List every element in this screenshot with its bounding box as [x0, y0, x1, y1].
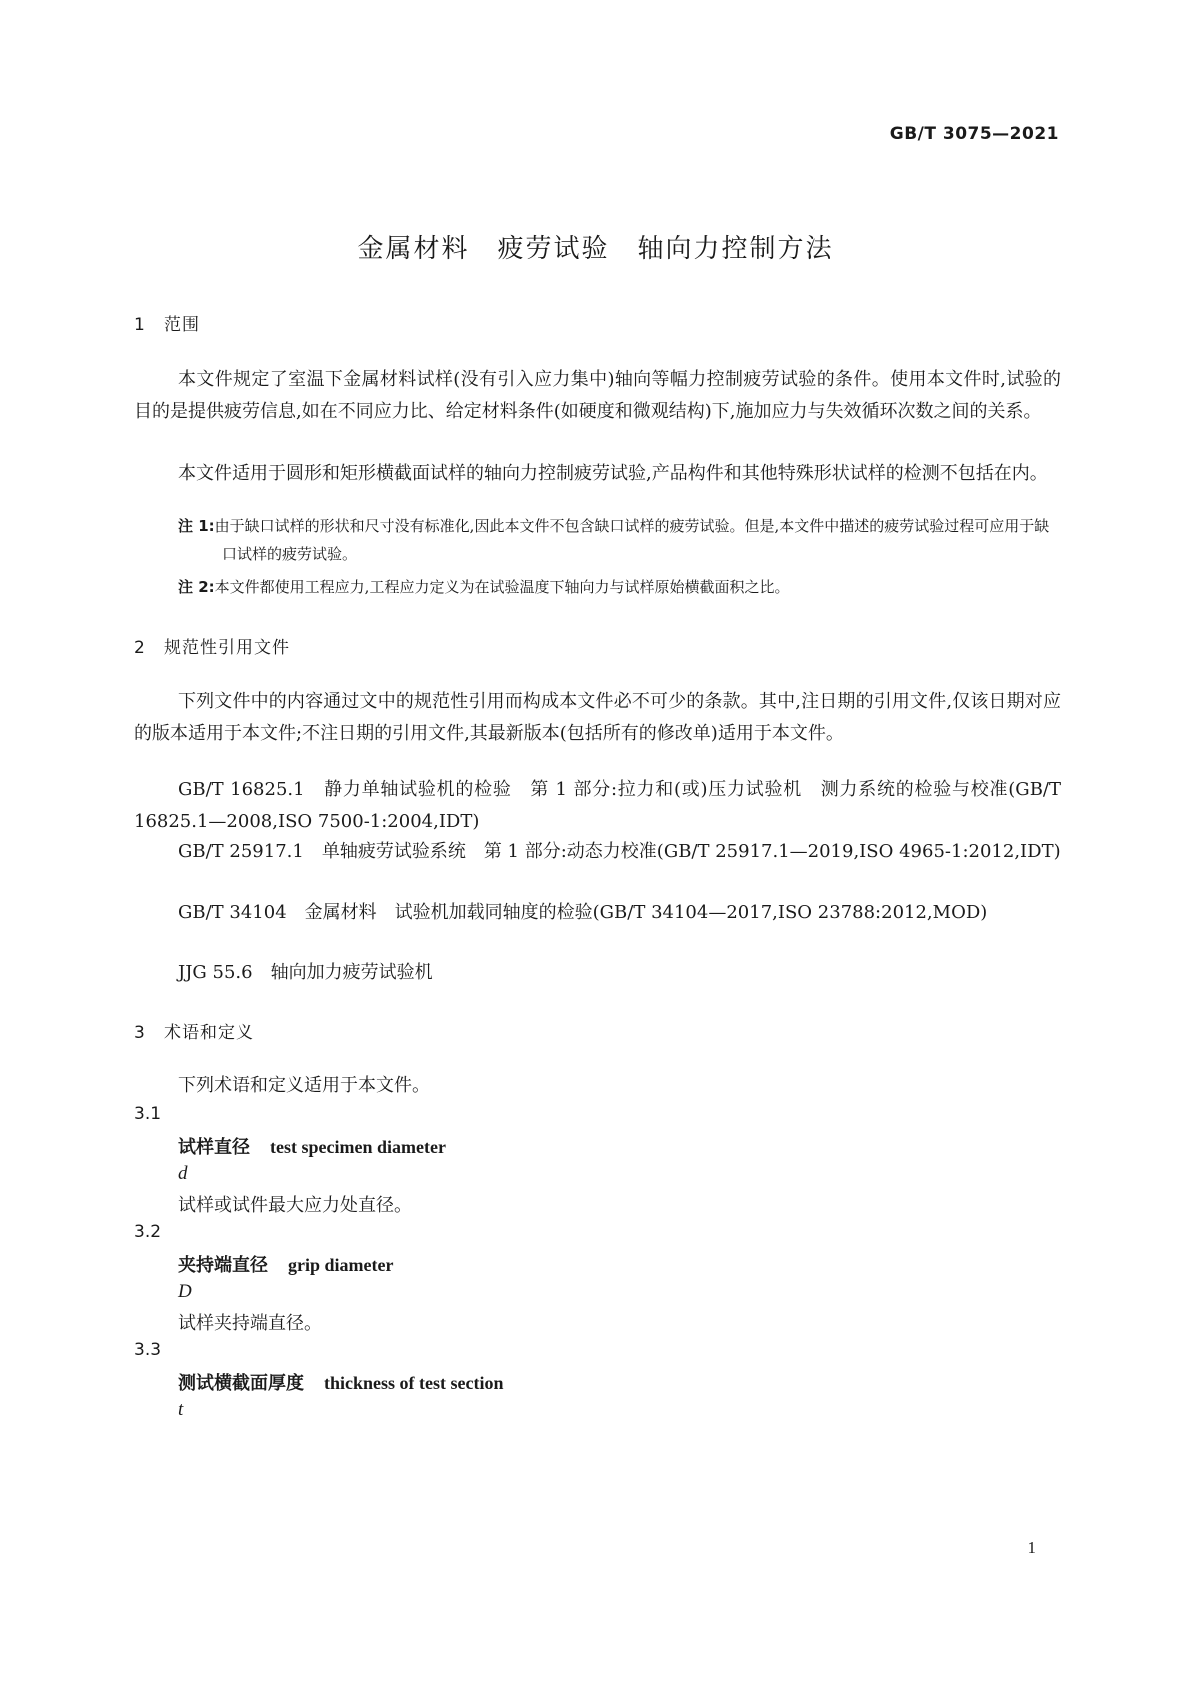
section-1-heading [134, 310, 200, 335]
term-title [178, 1133, 446, 1159]
section-2-paragraph-1: 下列文件中的内容通过文中的规范性引用而构成本文件必不可少的条款。其中,注日期的引用文件,仅该日期对应的版本适用于本文件;不注日期的引用文件,其最新版本(包括所有的修改单)适用于本文件。 [134, 691, 1061, 744]
reference-jjg-55-6: JJG 55.6 轴向加力疲劳试验机 [178, 962, 433, 983]
term-symbol: D [178, 1281, 192, 1302]
reference-gbt-34104: GB/T 34104 金属材料 试验机加载同轴度的检验(GB/T 34104—2017,ISO 23788:2012,MOD) [178, 902, 988, 923]
section-title: 规范性引用文件 [164, 638, 290, 658]
term-symbol: t [178, 1399, 184, 1420]
term-definition: 试样或试件最大应力处直径。 [178, 1195, 412, 1216]
term-english: grip diameter [288, 1255, 394, 1275]
note-tag: 注 1: [178, 517, 215, 535]
term-chinese: 夹持端直径 [178, 1255, 268, 1276]
section-3-heading [134, 1018, 254, 1043]
section-3-intro: 下列术语和定义适用于本文件。 [178, 1075, 430, 1096]
section-number: 2 [134, 638, 146, 658]
section-1-paragraph-2: 本文件适用于圆形和矩形横截面试样的轴向力控制疲劳试验,产品构件和其他特殊形状试样的检测不包括在内。 [178, 463, 1048, 484]
standard-number: GB/T 3075—2021 [889, 124, 1059, 144]
note-2 [178, 573, 1061, 601]
document-title: 金属材料 疲劳试验 轴向力控制方法 [357, 234, 834, 264]
section-1-paragraph-1: 本文件规定了室温下金属材料试样(没有引入应力集中)轴向等幅力控制疲劳试验的条件。使用本文件时,试验的目的是提供疲劳信息,如在不同应力比、给定材料条件(如硬度和微观结构)下,施加应力与失效循环次数之间的关系。 [134, 369, 1061, 422]
note-1 [178, 512, 1061, 568]
term-number: 3.1 [134, 1104, 162, 1124]
section-number: 3 [134, 1023, 146, 1043]
term-symbol: d [178, 1163, 188, 1184]
term-title [178, 1369, 503, 1395]
term-english: test specimen diameter [270, 1137, 446, 1157]
term-number: 3.2 [134, 1222, 162, 1242]
section-2-heading [134, 633, 290, 658]
term-definition: 试样夹持端直径。 [178, 1313, 322, 1334]
section-number: 1 [134, 315, 146, 335]
term-english: thickness of test section [324, 1373, 504, 1393]
reference-gbt-16825-1: GB/T 16825.1 静力单轴试验机的检验 第 1 部分:拉力和(或)压力试验机 测力系统的检验与校准(GB/T 16825.1—2008,ISO 7500-1:2004,IDT) [134, 779, 1061, 832]
term-chinese: 试样直径 [178, 1137, 250, 1158]
note-tag: 注 2: [178, 578, 215, 596]
page-number: 1 [1027, 1538, 1036, 1557]
section-title: 范围 [164, 315, 200, 335]
term-number: 3.3 [134, 1340, 162, 1360]
section-title: 术语和定义 [164, 1023, 254, 1043]
note-text: 本文件都使用工程应力,工程应力定义为在试验温度下轴向力与试样原始横截面积之比。 [214, 578, 790, 596]
term-title [178, 1251, 393, 1277]
note-text: 由于缺口试样的形状和尺寸没有标准化,因此本文件不包含缺口试样的疲劳试验。但是,本文件中描述的疲劳试验过程可应用于缺口试样的疲劳试验。 [214, 517, 1050, 563]
term-chinese: 测试横截面厚度 [178, 1373, 304, 1394]
reference-gbt-25917-1: GB/T 25917.1 单轴疲劳试验系统 第 1 部分:动态力校准(GB/T 25917.1—2019,ISO 4965-1:2012,IDT) [178, 841, 1061, 862]
